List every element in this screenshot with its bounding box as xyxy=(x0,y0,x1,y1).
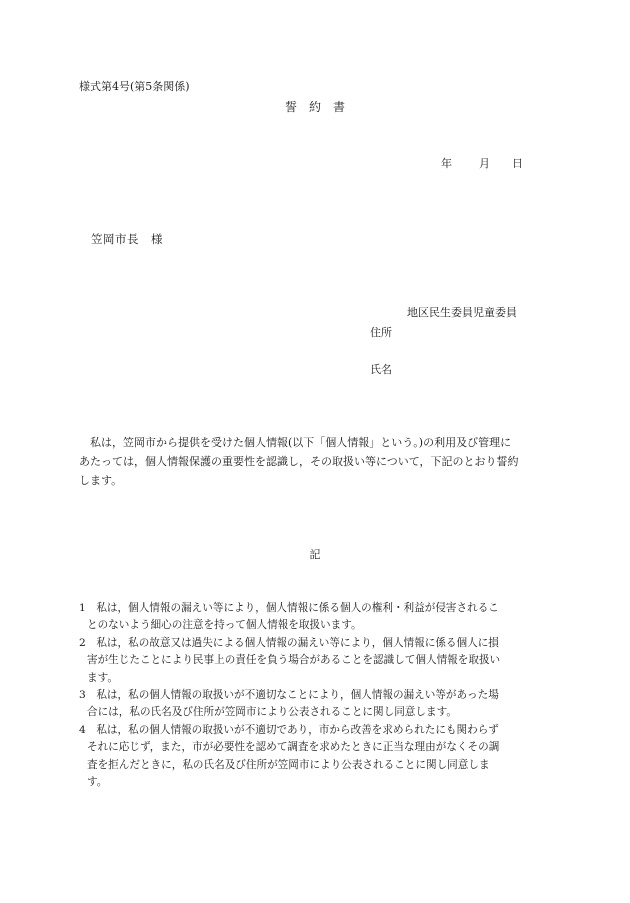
pledge-item-line: 1 私は，個人情報の漏えい等により，個人情報に係る個人の権利・利益が侵害されるこ xyxy=(79,602,499,614)
pledge-item-list xyxy=(79,600,554,791)
pledge-item xyxy=(79,600,554,635)
form-number-label: 様式第4号(第5条関係) xyxy=(79,80,190,93)
date-month-label: 月 xyxy=(479,157,490,170)
pledge-item-line: ます。 xyxy=(87,671,118,684)
pledge-item-line: 合には，私の氏名及び住所が笠岡市により公表されることに関し同意します。 xyxy=(87,706,457,719)
addressee: 笠岡市長 様 xyxy=(91,232,163,246)
pledge-item-line: す。 xyxy=(87,776,108,789)
name-label: 氏名 xyxy=(370,363,392,376)
document-title: 誓 約 書 xyxy=(284,100,345,114)
pledge-item xyxy=(79,722,554,792)
pledge-item-line: とのないよう細心の注意を持って個人情報を取扱います。 xyxy=(87,619,362,632)
intro-line: します。 xyxy=(79,474,123,487)
pledge-item xyxy=(79,635,554,687)
date-year-label: 年 xyxy=(441,157,452,170)
address-label: 住所 xyxy=(370,326,392,339)
pledge-item-line: 害が生じたことにより民事上の責任を負う場合があることを認識して個人情報を取扱い xyxy=(87,654,501,667)
intro-line: あたっては，個人情報保護の重要性を認識し，その取扱い等について，下記のとおり誓約 xyxy=(79,455,519,468)
ki-heading: 記 xyxy=(309,548,321,561)
date-day-label: 日 xyxy=(512,157,523,170)
pledge-item-line: 3 私は，私の個人情報の取扱いが不適切なことにより，個人情報の漏えい等があった場 xyxy=(79,689,499,702)
pledge-item xyxy=(79,687,554,722)
intro-paragraph xyxy=(79,433,551,490)
pledge-item-line: 査を拒んだときに，私の氏名及び住所が笠岡市により公表されることに関し同意しま xyxy=(87,758,490,771)
pledge-item-line: 2 私は，私の故意又は過失による個人情報の漏えい等により，個人情報に係る個人に損 xyxy=(79,636,499,649)
signer-role: 地区民生委員児童委員 xyxy=(407,306,517,319)
intro-line: 私は，笠岡市から提供を受けた個人情報(以下「個人情報」という。)の利用及び管理に xyxy=(79,436,512,449)
pledge-item-line: 4 私は，私の個人情報の取扱いが不適切であり，市から改善を求められたにも関わらず xyxy=(79,723,499,736)
pledge-item-line: それに応じず，また，市が必要性を認めて調査を求めたときに正当な理由がなくその調 xyxy=(87,741,500,754)
